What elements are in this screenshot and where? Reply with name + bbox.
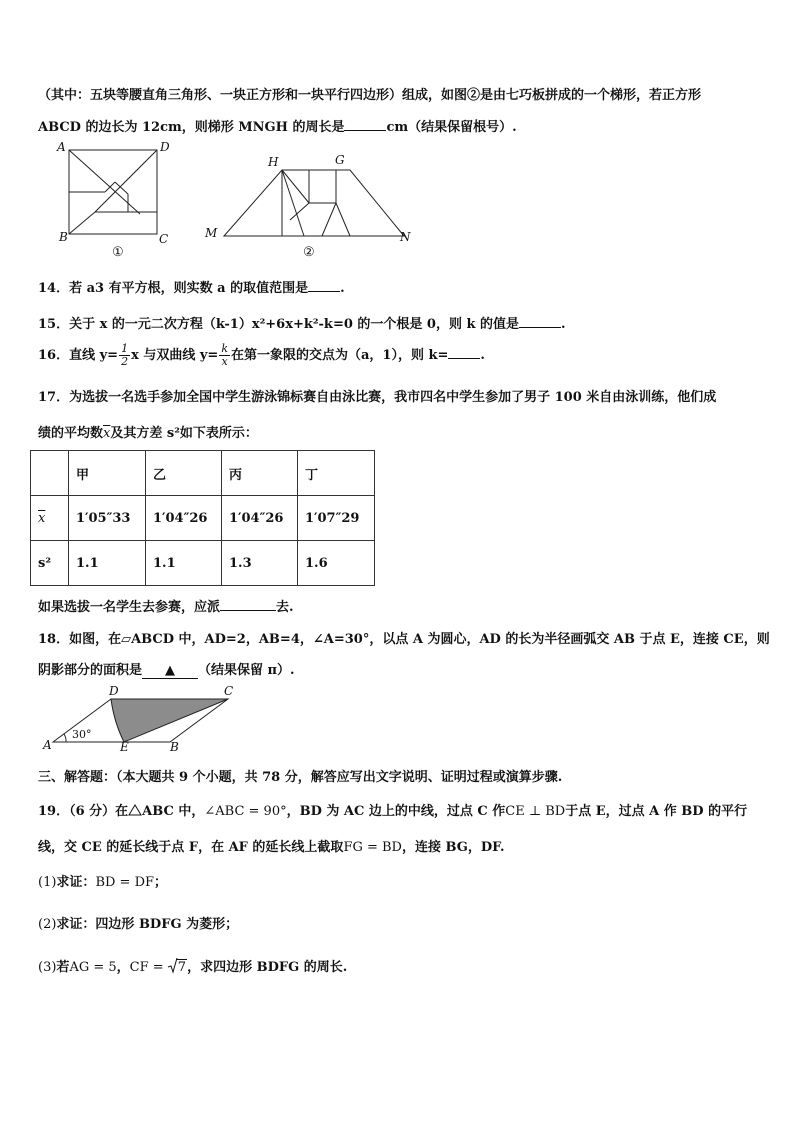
q15-text-post: .: [561, 317, 566, 332]
shaded-region: [111, 699, 228, 742]
table-row: [31, 496, 375, 541]
q17-answer-pre: 如果选拔一名学生去参赛，应派: [38, 600, 221, 615]
q18-label-c: C: [224, 684, 234, 698]
q17-answer-post: 去.: [276, 600, 294, 615]
sub1-end: ；: [154, 875, 168, 890]
table-header-cell: 甲: [69, 451, 146, 496]
stats-table: [30, 450, 375, 586]
table-cell: 1.6: [298, 541, 375, 586]
tangram-line: [336, 203, 350, 236]
table-cell: 1.1: [69, 541, 146, 586]
q15-text: 15．关于 x 的一元二次方程（k-1）x²+6x+k²-k=0 的一个根是 0，则 k 的值是: [38, 317, 520, 332]
frac2-num: k: [221, 342, 228, 355]
sub1-text: 求证：: [56, 875, 96, 890]
q19-text-f: 于点 E，过点 A 作 BD 的平行: [565, 804, 748, 819]
table-cell: 1′04″26: [146, 496, 222, 541]
section-3-heading: 三、解答题：（本大题共 9 个小题，共 78 分，解答应写出文字说明、证明过程或演算步骤.: [38, 770, 563, 785]
row-label-mean: [31, 496, 69, 541]
q14: [38, 277, 345, 296]
q18-line2-pre: 阴影部分的面积是: [38, 663, 143, 678]
tangram-line: [69, 150, 140, 214]
sub3-text-f: ，求四边形 BDFG 的周长.: [187, 960, 348, 975]
q19-text-b: ABC 中，: [142, 804, 205, 819]
sub1-math: BD = DF: [95, 875, 155, 890]
tangram-line: [322, 203, 336, 236]
triangle-marker-icon: ▲: [165, 663, 176, 678]
q18-angle-label: 30°: [72, 728, 92, 741]
sub3-text-a: 若: [56, 960, 70, 975]
fig1-label-b: B: [59, 230, 68, 244]
fig2-label-n: N: [400, 230, 411, 244]
q18-label-d: D: [109, 684, 119, 698]
row-label-mean-text: $\overline{x}$: [38, 510, 46, 526]
q14-answer-blank[interactable]: [308, 279, 340, 292]
q18-line2-post: （结果保留 π）.: [198, 663, 295, 678]
table-cell: 1.3: [222, 541, 298, 586]
q15-answer-blank[interactable]: [519, 315, 561, 328]
fig2-label-g: G: [335, 153, 345, 167]
q13-line2-post: cm（结果保留根号）.: [386, 120, 517, 135]
frac1-num: 1: [121, 342, 129, 355]
q17-line2-pre: 绩的平均数: [38, 426, 104, 441]
q19-line2-c: ，连接 BG，DF.: [401, 840, 505, 855]
q19-math-fg: FG = BD: [343, 840, 402, 855]
tangram-line: [69, 212, 95, 234]
q19-sub1: [38, 871, 167, 890]
fig1-label-d: D: [160, 140, 170, 154]
tangram-line: [290, 203, 309, 220]
q14-text: 14．若 a3 有平方根，则实数 a 的取值范围是: [38, 281, 309, 296]
mean-symbol: $\overline{x}$: [103, 426, 111, 441]
tangram-line: [282, 170, 304, 236]
q13-line2-pre: ABCD 的边长为 12cm，则梯形 MNGH 的周长是: [38, 120, 345, 135]
row-label-variance: s²: [31, 541, 69, 586]
table-corner-cell: [31, 451, 69, 496]
q18-label-e: E: [120, 740, 129, 754]
q18-label-b: B: [170, 740, 179, 754]
table-header-row: [31, 451, 375, 496]
frac2-den: x: [221, 355, 228, 368]
tangram-square-figure: [0, 0, 794, 260]
sub2-number: (2): [38, 917, 57, 932]
q17-line2-post: 及其方差 s²如下表所示：: [110, 426, 258, 441]
q19-line2-a: 线，交 CE 的延长线于点 F，在 AF 的延长线上截取: [38, 840, 344, 855]
sub3-math-cf: CF =: [129, 960, 168, 975]
fig1-label-a: A: [57, 140, 66, 154]
q19-sub3: [38, 956, 347, 975]
q16: [38, 342, 485, 370]
q19-math-perp: CE ⊥ BD: [505, 804, 566, 819]
sqrt-radicand: 7: [177, 960, 187, 975]
q18-line1: 18．如图，在▱ABCD 中，AD=2，AB=4，∠A=30°，以点 A 为圆心，AD 的长为半径画弧交 AB 于点 E，连接 CE，则: [38, 632, 770, 647]
q18-label-a: A: [43, 738, 52, 752]
fig2-label-h: H: [268, 155, 279, 169]
table-header-cell: 丙: [222, 451, 298, 496]
angle-arc: [64, 734, 66, 742]
fig1-label-c: C: [159, 232, 169, 246]
fig1-caption: ①: [112, 245, 124, 260]
q16-text-1: 16．直线 y=: [38, 348, 119, 363]
fig2-label-m: M: [205, 226, 218, 240]
sub3-text-c: ，: [116, 960, 130, 975]
q16-text-3: 在第一象限的交点为（a，1），则 k=: [231, 348, 449, 363]
q19-math-angle: ∠ABC = 90°: [204, 804, 287, 819]
q17-answer-line: [38, 596, 294, 615]
fraction-one-half: [119, 343, 130, 368]
table-header-cell: 丁: [298, 451, 375, 496]
q19-line1: [38, 800, 747, 819]
q18-line2: [38, 659, 295, 679]
q18-answer-blank[interactable]: [142, 663, 198, 679]
q16-text-4: .: [480, 348, 485, 363]
q19-sub2: [38, 913, 238, 932]
q15: [38, 313, 566, 332]
frac1-den: 2: [121, 355, 129, 368]
sqrt-icon: [168, 960, 187, 975]
q16-text-2: x 与双曲线 y=: [131, 348, 219, 363]
q19-line2: [38, 836, 505, 855]
q13-line1: （其中：五块等腰直角三角形、一块正方形和一块平行四边形）组成，如图②是由七巧板拼成的一个梯形，若正方形: [38, 88, 702, 103]
q17-line2: [38, 422, 258, 441]
table-row: [31, 541, 375, 586]
table-cell: 1.1: [146, 541, 222, 586]
table-cell: 1′05″33: [69, 496, 146, 541]
table-cell: 1′04″26: [222, 496, 298, 541]
q19-text-d: ，BD 为 AC 边上的中线，过点 C 作: [286, 804, 506, 819]
triangle-symbol-icon: [128, 805, 142, 815]
table-header-cell: 乙: [146, 451, 222, 496]
q19-text-a: 19．（6 分）在: [38, 804, 129, 819]
fig2-caption: ②: [303, 245, 315, 260]
tangram-line: [115, 182, 128, 194]
sub3-number: (3): [38, 960, 57, 975]
sub3-math-ag: AG = 5: [69, 960, 117, 975]
tangram-line: [282, 170, 309, 203]
trapezoid-mngh: [224, 170, 404, 236]
q14-text-post: .: [340, 281, 345, 296]
q16-answer-blank[interactable]: [448, 346, 480, 359]
q17-line1: 17．为选拔一名选手参加全国中学生游泳锦标赛自由泳比赛，我市四名中学生参加了男子 100 米自由泳训练，他们成: [38, 390, 717, 405]
table-cell: 1′07″29: [298, 496, 375, 541]
q17-answer-blank[interactable]: [220, 598, 276, 611]
tangram-line: [95, 150, 157, 212]
fraction-k-over-x: [219, 343, 230, 368]
sub1-number: (1): [38, 875, 57, 890]
sub2-text: 求证：四边形 BDFG 为菱形；: [56, 917, 239, 932]
